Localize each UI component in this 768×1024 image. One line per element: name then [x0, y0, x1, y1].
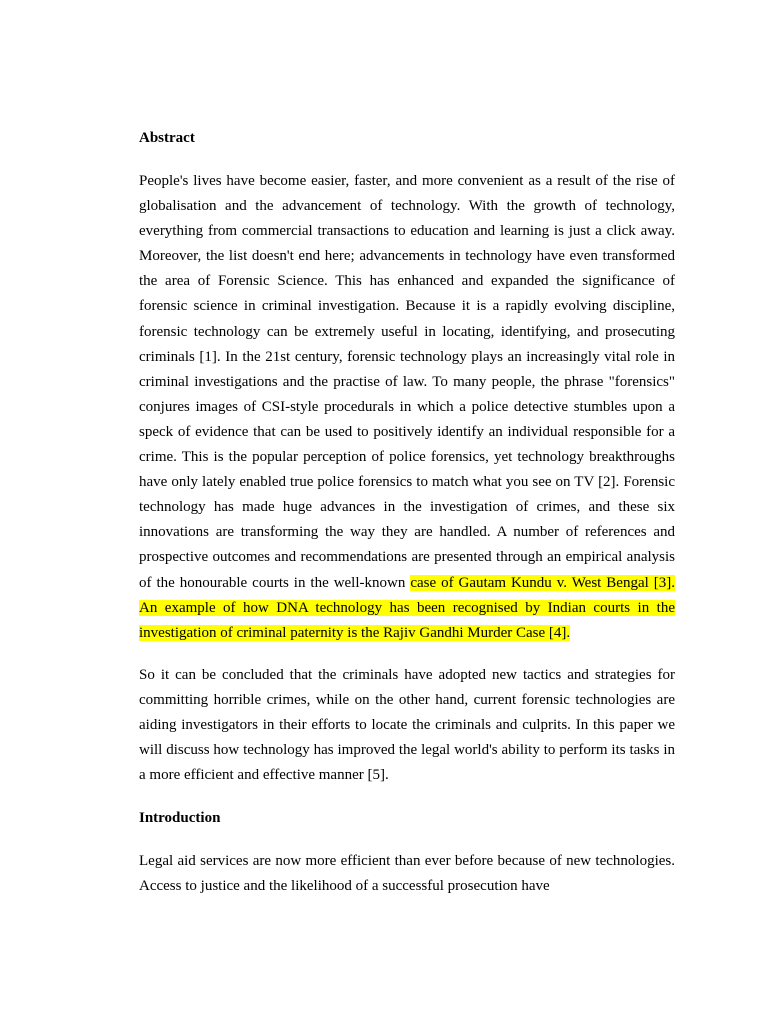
document-page — [139, 128, 675, 916]
abstract-heading: Abstract — [139, 130, 195, 146]
highlighted-text: case of Gautam Kundu v. West Bengal [3]. An example of how DNA technology has been recognised by Indian courts in the investigation of criminal paternity is the Rajiv Gandhi Murder Case [4]. — [139, 574, 675, 641]
introduction-paragraph-1: Legal aid services are now more efficient than ever before because of new technologies. Access to justice and the likelihood of a successful prosecution have — [139, 853, 675, 895]
introduction-heading: Introduction — [139, 810, 221, 827]
abstract-paragraph-2: So it can be concluded that the criminals have adopted new tactics and strategies for committing horrible crimes, while on the other hand, current forensic technologies are aiding investigators in their efforts to locate the criminals and culprits. In this paper we will discuss how technology has improved the legal world's ability to perform its tasks in a more efficient and effective manner [5]. — [139, 666, 675, 784]
abstract-paragraph-1 — [139, 169, 675, 646]
abstract-paragraph-1-text: People's lives have become easier, faster, and more convenient as a result of the rise of globalisation and the advancement of technology. With the growth of technology, everything from commercial transactions to education and learning is just a click away. Moreover, the list doesn't end here; advancements in technology have even transformed the area of Forensic Science. This has enhanced and expanded the significance of forensic science in criminal investigation. Because it is a rapidly evolving discipline, forensic technology can be extremely useful in locating, identifying, and prosecuting criminals [1]. In the 21st century, forensic technology plays an increasingly vital role in criminal investigations and the practise of law. To many people, the phrase "forensics" conjures images of CSI-style procedurals in which a police detective stumbles upon a speck of evidence that can be used to positively identify an individual responsible for a crime. This is the popular perception of police forensics, yet technology breakthroughs have only lately enabled true police forensics to match what you see on TV [2]. Forensic technology has made huge advances in the investigation of crimes, and these six innovations are transforming the way they are handled. A number of references and prospective outcomes and recommendations are presented through an empirical analysis of the honourable courts in the well-known — [139, 173, 675, 591]
